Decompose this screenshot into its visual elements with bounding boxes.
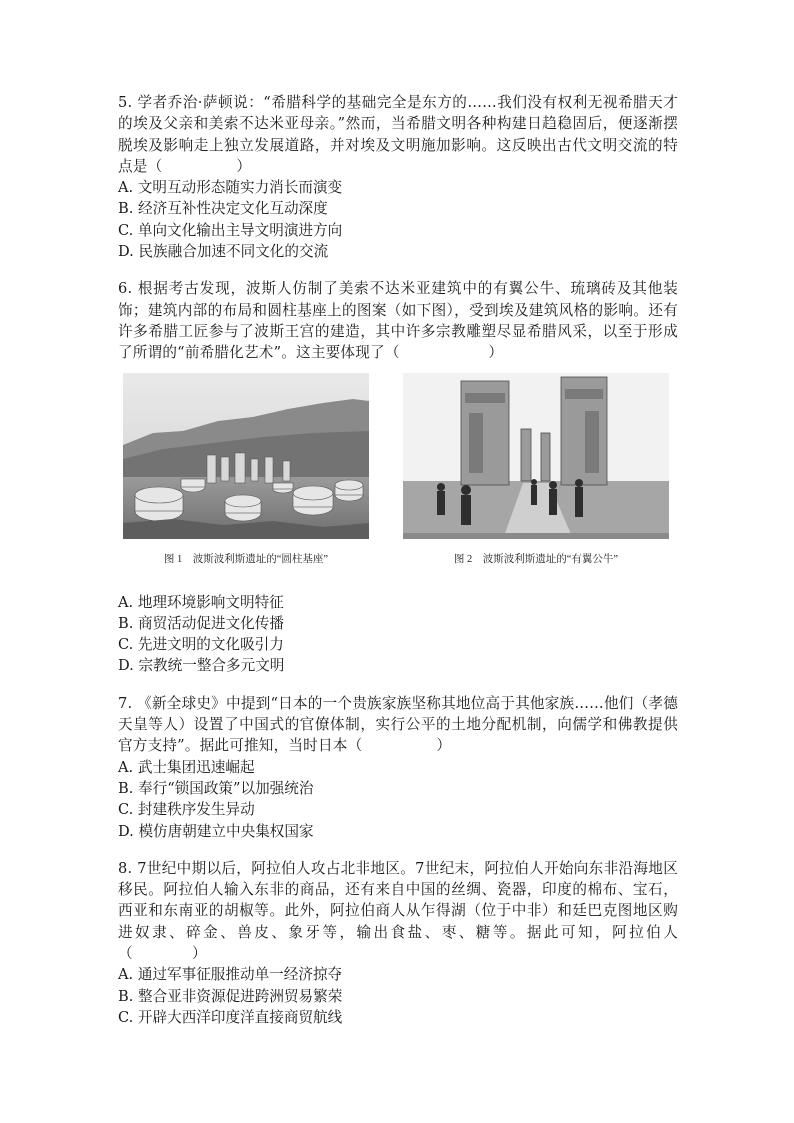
question-7-option-b: B. 奉行“锁国政策”以加强统治	[118, 779, 314, 797]
question-7-stem: 7. 《新全球史》中提到“日本的一个贵族家族坚称其地位高于其他家族……他们（孝德天皇等人）设置了中国式的官僚体制，实行公平的土地分配机制，向儒学和佛教提供官方支持”。据此可推知，当时日本（ ）	[118, 694, 678, 755]
question-6-option-b: B. 商贸活动促进文化传播	[118, 614, 284, 632]
question-6-figures	[118, 373, 678, 585]
figure-2	[403, 373, 669, 566]
question-7-option-c: C. 封建秩序发生异动	[118, 801, 255, 819]
exam-page	[118, 92, 678, 1044]
figure-2-caption: 图 2 波斯波利斯遗址的“有翼公牛”	[453, 553, 619, 565]
question-8-stem: 8. 7世纪中期以后，阿拉伯人攻占北非地区。7世纪末，阿拉伯人开始向东非沿海地区移民。阿拉伯人输入东非的商品，还有来自中国的丝绸、瓷器，印度的棉布、宝石，西亚和东南亚的胡椒等。此外，阿拉伯商人从乍得湖（位于中非）和廷巴克图地区购进奴隶、碎金、兽皮、象牙等，输出食盐、枣、糖等。据此可知，阿拉伯人（ ）	[118, 859, 678, 963]
question-5	[118, 92, 678, 262]
question-8-option-a: A. 通过军事征服推动单一经济掠夺	[118, 966, 343, 984]
figure-1-caption: 图 1 波斯波利斯遗址的“圆柱基座”	[163, 553, 329, 565]
question-6-option-a: A. 地理环境影响文明特征	[118, 593, 284, 611]
question-6-option-c: C. 先进文明的文化吸引力	[118, 636, 284, 654]
question-7-option-d: D. 模仿唐朝建立中央集权国家	[118, 822, 314, 840]
figure-2-photo-winged-bulls	[403, 373, 669, 539]
question-6	[118, 278, 678, 676]
question-5-option-a: A. 文明互动形态随实力消长而演变	[118, 179, 343, 197]
question-7	[118, 693, 678, 842]
question-6-option-d: D. 宗教统一整合多元文明	[118, 657, 285, 675]
figure-1	[123, 373, 369, 566]
question-8	[118, 858, 678, 1028]
question-7-option-a: A. 武士集团迅速崛起	[118, 758, 255, 776]
question-5-option-b: B. 经济互补性决定文化互动深度	[118, 200, 328, 218]
question-6-stem: 6. 根据考古发现，波斯人仿制了美索不达米亚建筑中的有翼公牛、琉璃砖及其他装饰；建筑内部的布局和圆柱基座上的图案（如下图），受到埃及建筑风格的影响。还有许多希腊工匠参与了波斯王宫的建造，其中许多宗教雕塑尽显希腊风采，以至于形成了所谓的“前希腊化艺术”。这主要体现了（ ）	[118, 280, 678, 362]
question-8-option-b: B. 整合亚非资源促进跨洲贸易繁荣	[118, 987, 343, 1005]
question-8-option-c: C. 开辟大西洋印度洋直接商贸航线	[118, 1008, 343, 1026]
question-5-stem: 5. 学者乔治·萨顿说：“希腊科学的基础完全是东方的……我们没有权利无视希腊天才的埃及父亲和美索不达米亚母亲。”然而，当希腊文明各种构建日趋稳固后，便逐渐摆脱埃及影响走上独立发展道路，并对埃及文明施加影响。这反映出古代文明交流的特点是（ ）	[118, 94, 678, 175]
question-5-option-c: C. 单向文化输出主导文明演进方向	[118, 221, 343, 239]
question-5-option-d: D. 民族融合加速不同文化的交流	[118, 243, 329, 261]
figure-1-photo-column-bases	[123, 373, 369, 539]
